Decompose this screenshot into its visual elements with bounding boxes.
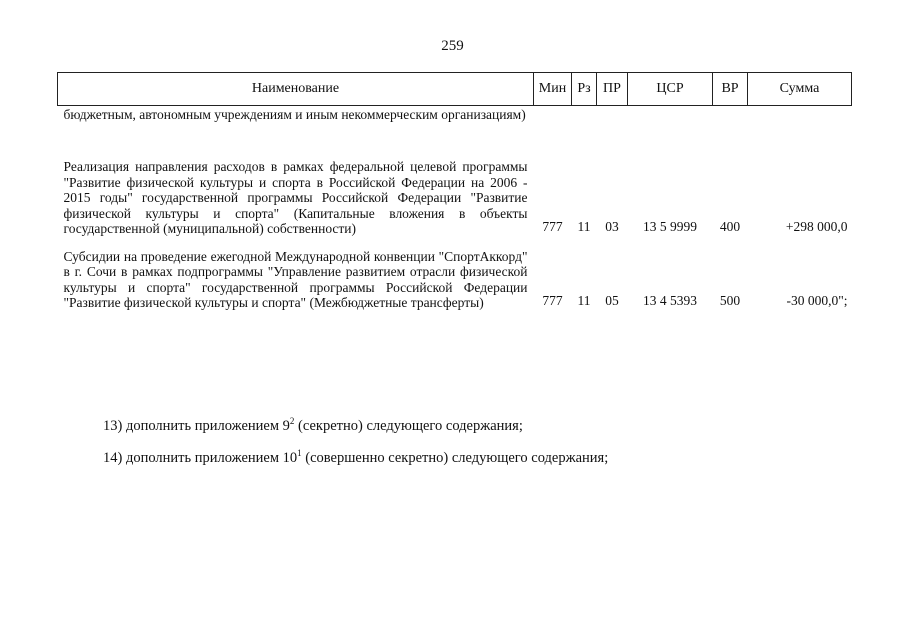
header-pr: ПР (597, 73, 628, 106)
row-rz: 11 (577, 219, 591, 234)
row-sum: +298 000,0 (785, 219, 848, 234)
row-pr (597, 106, 628, 148)
page-number: 259 (441, 38, 464, 54)
row-name: Субсидии на проведение ежегодной Международной конвенции "СпортАккорд" в г. Сочи в рамках подпрограммы "Управление развитием отрасли физической культуры и спорта" государственной программы Российской Федерации "Развитие физической культуры и спорта" (Межбюджетные трансферты) (63, 248, 528, 310)
table-row (58, 249, 852, 311)
paragraph-13 (103, 418, 523, 435)
row-rz: 11 (577, 293, 591, 308)
row-name: Реализация направления расходов в рамках федеральной целевой программы "Развитие физической культуры и спорта в Российской Федерации на 2006 - 2015 годы" государственной программы Российской Федерации "Развитие физической культуры и спорта" (Капитальные вложения в объекты государственной (муниципальной) собственности) (63, 159, 528, 236)
row-pr: 03 (605, 219, 619, 234)
row-csr: 13 4 5393 (643, 293, 697, 308)
table-header-row (58, 73, 852, 106)
row-min (534, 106, 572, 148)
row-vr: 500 (719, 293, 741, 308)
row-csr (628, 106, 713, 148)
row-rz (572, 106, 597, 148)
row-name: бюджетным, автономным учреждениям и иным некоммерческим организациям) (63, 107, 526, 122)
row-min: 777 (542, 293, 563, 308)
row-sum: -30 000,0"; (786, 293, 848, 308)
paragraph-14 (103, 450, 608, 467)
paragraph-text: 13) дополнить приложением 9 (103, 418, 290, 434)
paragraph-text: (секретно) следующего содержания; (294, 418, 523, 434)
header-vr: ВР (713, 73, 748, 106)
header-name: Наименование (58, 73, 534, 106)
header-csr: ЦСР (628, 73, 713, 106)
row-vr: 400 (719, 219, 741, 234)
row-pr: 05 (605, 293, 619, 308)
row-csr: 13 5 9999 (643, 219, 697, 234)
header-min: Мин (534, 73, 572, 106)
table-row (58, 159, 852, 237)
paragraph-text: (совершенно секретно) следующего содержания; (301, 450, 609, 466)
superscript: 1 (297, 448, 302, 458)
superscript: 2 (289, 416, 295, 426)
budget-table (57, 72, 852, 311)
row-vr (713, 106, 748, 148)
paragraph-text: 14) дополнить приложением 10 (103, 450, 298, 466)
table-row (58, 106, 852, 148)
header-sum: Сумма (748, 73, 852, 106)
header-rz: Рз (572, 73, 597, 106)
row-min: 777 (542, 219, 563, 234)
row-sum (748, 106, 852, 148)
